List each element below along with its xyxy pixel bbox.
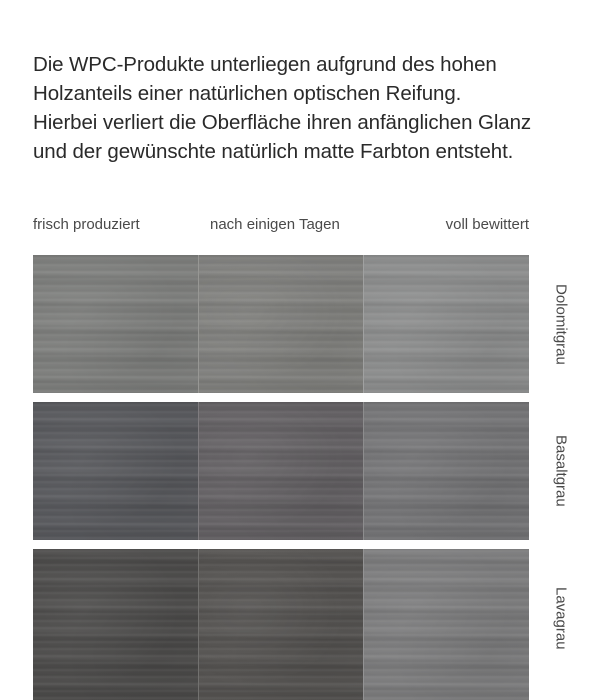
swatch-row-lavagrau <box>33 549 529 700</box>
row-label-basaltgrau <box>541 402 581 540</box>
column-label-fresh: frisch produziert <box>33 216 140 233</box>
swatch-row-basaltgrau <box>33 402 529 540</box>
swatch-basaltgrau-weathered <box>363 402 529 540</box>
swatch-dolomitgrau-fresh <box>33 255 198 393</box>
intro-line: und der gewünschte natürlich matte Farbton entsteht. <box>33 140 514 163</box>
swatch-lavagrau-weathered <box>363 549 529 700</box>
swatch-row-dolomitgrau <box>33 255 529 393</box>
column-label-weathered: voll bewittert <box>445 216 529 233</box>
swatch-dolomitgrau-weathered <box>363 255 529 393</box>
column-label-after-days: nach einigen Tagen <box>210 216 340 233</box>
swatch-basaltgrau-after-days <box>198 402 364 540</box>
swatch-dolomitgrau-after-days <box>198 255 364 393</box>
swatch-lavagrau-after-days <box>198 549 364 700</box>
row-label-text: Lavagrau <box>552 586 570 650</box>
intro-line: Hierbei verliert die Oberfläche ihren anfänglichen Glanz <box>33 111 532 134</box>
row-label-lavagrau <box>541 549 581 687</box>
intro-line: Holzanteils einer natürlichen optischen Reifung. <box>33 82 462 105</box>
row-label-dolomitgrau <box>541 255 581 393</box>
row-label-text: Basaltgrau <box>552 435 570 507</box>
swatch-basaltgrau-fresh <box>33 402 198 540</box>
swatch-lavagrau-fresh <box>33 549 198 700</box>
intro-text <box>33 50 578 166</box>
row-label-text: Dolomitgrau <box>552 283 570 365</box>
intro-line: Die WPC-Produkte unterliegen aufgrund des hohen <box>33 53 497 76</box>
